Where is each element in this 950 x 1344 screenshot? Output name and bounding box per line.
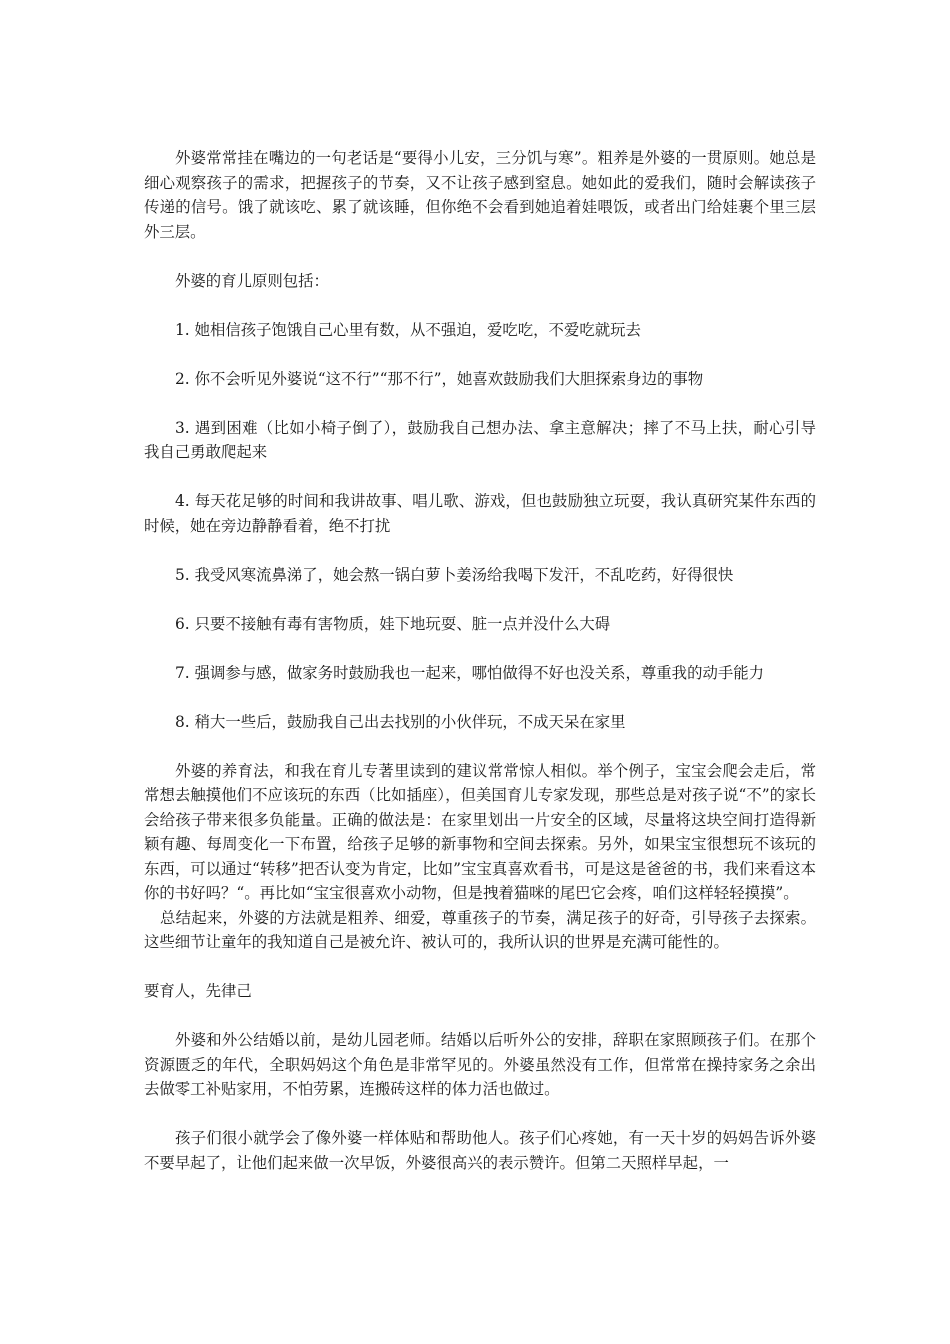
section-heading: 要育人，先律己 <box>144 982 252 1000</box>
paragraph-children: 孩子们很小就学会了像外婆一样体贴和帮助他人。孩子们心疼她，有一天十岁的妈妈告诉外婆不要早起了，让他们起来做一次早饭，外婆很高兴的表示赞许。但第二天照样早起，一 <box>144 1129 816 1172</box>
paragraph-grandma-background: 外婆和外公结婚以前，是幼儿园老师。结婚以后听外公的安排，辞职在家照顾孩子们。在那个资源匮乏的年代，全职妈妈这个角色是非常罕见的。外婆虽然没有工作，但常常在操持家务之余出去做零工补贴家用，不怕劳累，连搬砖这样的体力活也做过。 <box>144 1031 816 1098</box>
paragraph-intro: 外婆常常挂在嘴边的一句老话是“要得小儿安，三分饥与寒”。粗养是外婆的一贯原则。她总是细心观察孩子的需求，把握孩子的节奏，又不让孩子感到窒息。她如此的爱我们，随时会解读孩子传递的信号。饿了就该吃、累了就该睡，但你绝不会看到她追着娃喂饭，或者出门给娃裹个里三层外三层。 <box>144 149 816 241</box>
paragraph-principles-lead: 外婆的育儿原则包括： <box>175 271 329 290</box>
document-body <box>144 146 816 1175</box>
list-item: 6. 只要不接触有毒有害物质，娃下地玩耍、脏一点并没什么大碍 <box>175 614 611 633</box>
list-item: 2. 你不会听见外婆说“这不行”“那不行”，她喜欢鼓励我们大胆探索身边的事物 <box>175 369 704 388</box>
list-item: 7. 强调参与感，做家务时鼓励我也一起来，哪怕做得不好也没关系，尊重我的动手能力 <box>175 663 765 682</box>
principles-list <box>144 318 816 735</box>
list-item: 1. 她相信孩子饱饿自己心里有数，从不强迫，爱吃吃，不爱吃就玩去 <box>175 320 641 339</box>
list-item: 5. 我受风寒流鼻涕了，她会熬一锅白萝卜姜汤给我喝下发汗，不乱吃药，好得很快 <box>175 565 734 584</box>
list-item: 4. 每天花足够的时间和我讲故事、唱儿歌、游戏，但也鼓励独立玩耍，我认真研究某件东西的时候，她在旁边静静看着，绝不打扰 <box>144 492 816 535</box>
paragraph-summary: 总结起来，外婆的方法就是粗养、细爱，尊重孩子的节奏，满足孩子的好奇，引导孩子去探索。这些细节让童年的我知道自己是被允许、被认可的，我所认识的世界是充满可能性的。 <box>144 908 816 951</box>
list-item: 3. 遇到困难（比如小椅子倒了），鼓励我自己想办法、拿主意解决；摔了不马上扶，耐心引导我自己勇敢爬起来 <box>144 418 816 461</box>
paragraph-expert-comparison: 外婆的养育法，和我在育儿专著里读到的建议常常惊人相似。举个例子，宝宝会爬会走后，常常想去触摸他们不应该玩的东西（比如插座），但美国育儿专家发现，那些总是对孩子说“不”的家长会给孩子带来很多负能量。正确的做法是：在家里划出一片安全的区域，尽量将这块空间打造得新颖有趣、每周变化一下布置，给孩子足够的新事物和空间去探索。另外，如果宝宝很想玩不该玩的东西，可以通过“转移”把否认变为肯定，比如”宝宝真喜欢看书，可是这是爸爸的书，我们来看这本你的书好吗？“。再比如“宝宝很喜欢小动物，但是拽着猫咪的尾巴它会疼，咱们这样轻轻摸摸”。 <box>144 761 816 902</box>
list-item: 8. 稍大一些后，鼓励我自己出去找别的小伙伴玩，不成天呆在家里 <box>175 712 626 731</box>
